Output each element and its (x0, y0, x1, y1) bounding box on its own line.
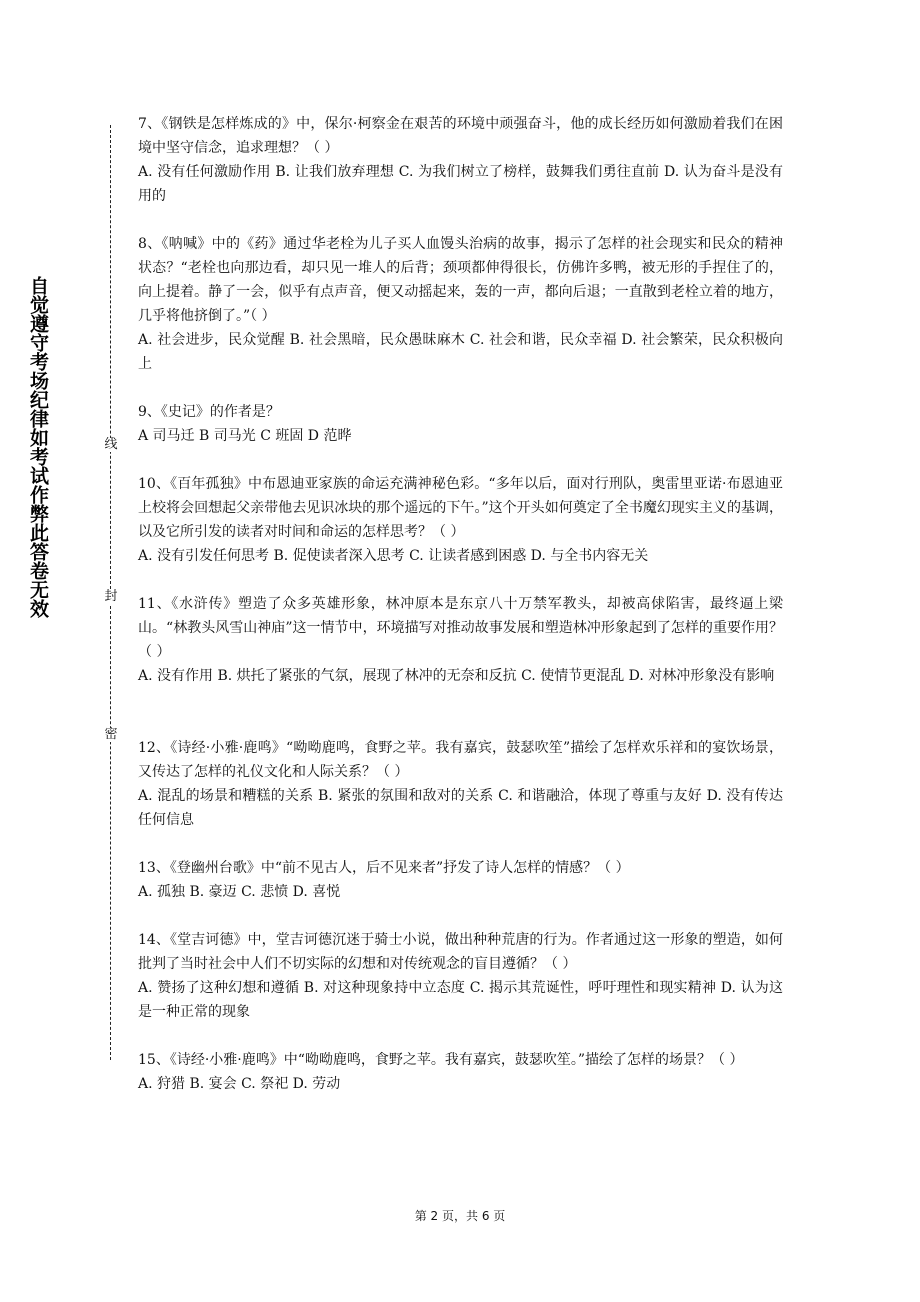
question-stem: 13、《登幽州台歌》中“前不见古人，后不见来者”抒发了诗人怎样的情感？（ ） (138, 860, 630, 876)
question-stem: 14、《堂吉诃德》中，堂吉诃德沉迷于骑士小说，做出种种荒唐的行为。作者通过这一形象的塑造，如何批判了当时社会中人们不切实际的幻想和对传统观念的盲目遵循？（ ） (138, 932, 783, 972)
question-14 (138, 928, 783, 1024)
page-footer: 第 2 页，共 6 页 (414, 1209, 506, 1223)
question-11 (138, 592, 783, 688)
question-options: A. 混乱的场景和糟糕的关系 B. 紧张的氛围和敌对的关系 C. 和谐融洽，体现了尊重与友好 D. 没有传达任何信息 (138, 788, 783, 828)
question-options: A. 赞扬了这种幻想和遵循 B. 对这种现象持中立态度 C. 揭示其荒诞性，呼吁理性和现实精神 D. 认为这是一种正常的现象 (138, 980, 783, 1020)
seal-char-secret: 密 (104, 727, 118, 742)
question-12 (138, 736, 783, 832)
question-7 (138, 112, 783, 208)
question-10 (138, 472, 783, 568)
question-15 (138, 1048, 783, 1096)
question-8 (138, 232, 783, 376)
question-stem: 8、《呐喊》中的《药》通过华老栓为儿子买人血馒头治病的故事，揭示了怎样的社会现实和民众的精神状态？“老栓也向那边看，却只见一堆人的后背；颈项都伸得很长，仿佛许多鸭，被无形的手捏住了的，向上提着。静了一会，似乎有点声音，便又动摇起来，轰的一声，都向后退；一直散到老栓立着的地方，几乎将他挤倒了。”（ ） (138, 236, 783, 324)
question-13 (138, 856, 783, 904)
question-stem: 12、《诗经·小雅·鹿鸣》“呦呦鹿鸣，食野之苹。我有嘉宾，鼓瑟吹笙”描绘了怎样欢乐祥和的宴饮场景，又传达了怎样的礼仪文化和人际关系？（ ） (138, 740, 783, 780)
question-options: A 司马迁 B 司马光 C 班固 D 范晔 (138, 428, 352, 444)
question-options: A. 没有引发任何思考 B. 促使读者深入思考 C. 让读者感到困惑 D. 与全书内容无关 (138, 548, 649, 564)
question-options: A. 孤独 B. 豪迈 C. 悲愤 D. 喜悦 (138, 884, 341, 900)
exam-discipline-notice: 自觉遵守考场纪律如考试作弊此答卷无效 (27, 276, 49, 618)
question-stem: 11、《水浒传》塑造了众多英雄形象，林冲原本是东京八十万禁军教头，却被高俅陷害，最终逼上梁山。“林教头风雪山神庙”这一情节中，环境描写对推动故事发展和塑造林冲形象起到了怎样的重要作用？（ ） (138, 596, 783, 660)
seal-char-seal: 封 (104, 589, 118, 604)
question-stem: 7、《钢铁是怎样炼成的》中，保尔·柯察金在艰苦的环境中顽强奋斗，他的成长经历如何激励着我们在困境中坚守信念，追求理想？（ ） (138, 116, 783, 156)
question-options: A. 社会进步，民众觉醒 B. 社会黑暗，民众愚昧麻木 C. 社会和谐，民众幸福 D. 社会繁荣，民众积极向上 (138, 332, 783, 372)
question-options: A. 狩猎 B. 宴会 C. 祭祀 D. 劳动 (138, 1076, 341, 1092)
question-9 (138, 400, 783, 448)
question-options: A. 没有作用 B. 烘托了紧张的气氛，展现了林冲的无奈和反抗 C. 使情节更混乱 D. 对林冲形象没有影响 (138, 668, 775, 684)
seal-char-line: 线 (104, 437, 118, 452)
question-options: A. 没有任何激励作用 B. 让我们放弃理想 C. 为我们树立了榜样，鼓舞我们勇往直前 D. 认为奋斗是没有用的 (138, 164, 783, 204)
question-stem: 9、《史记》的作者是？ (138, 404, 280, 420)
question-stem: 10、《百年孤独》中布恩迪亚家族的命运充满神秘色彩。“多年以后，面对行刑队，奥雷里亚诺·布恩迪亚上校将会回想起父亲带他去见识冰块的那个遥远的下午。”这个开头如何奠定了全书魔幻现实主义的基调，以及它所引发的读者对时间和命运的怎样思考？（ ） (138, 476, 783, 540)
question-stem: 15、《诗经·小雅·鹿鸣》中“呦呦鹿鸣，食野之苹。我有嘉宾，鼓瑟吹笙。”描绘了怎样的场景？（ ） (138, 1052, 744, 1068)
